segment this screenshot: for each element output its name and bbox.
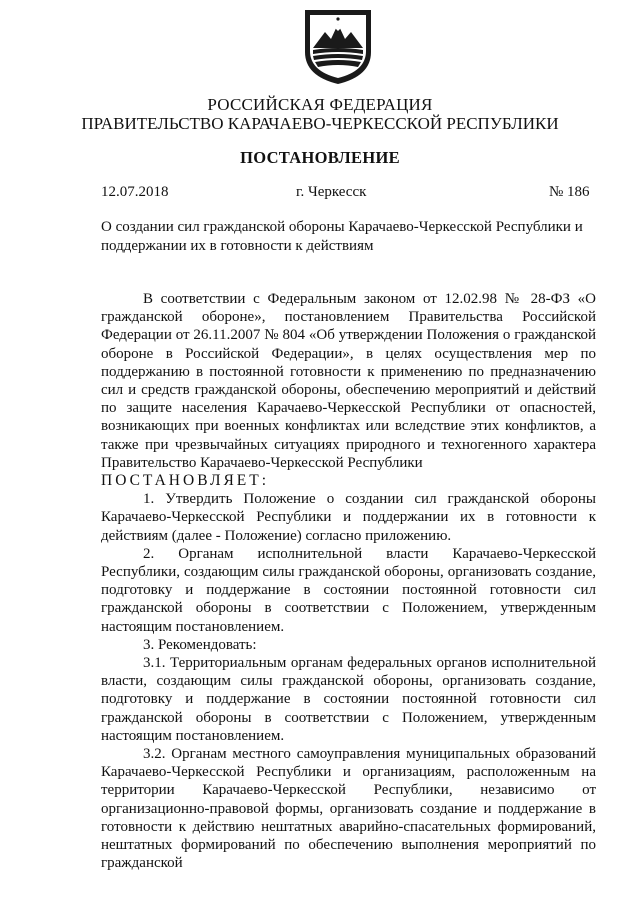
coat-of-arms-icon	[301, 6, 375, 86]
document-type: ПОСТАНОВЛЕНИЕ	[240, 148, 400, 167]
item-3-1: 3.1. Территориальным органам федеральных органов исполнительной власти, создающим силы гражданской обороны, организовать создание, подготовку и поддержание в состоянии постоянной готовности сил гражданской обороны в соответствии с Положением, утвержденным настоящим постановлением.	[101, 655, 596, 744]
country-title: РОССИЙСКАЯ ФЕДЕРАЦИЯ	[207, 95, 433, 114]
government-title: ПРАВИТЕЛЬСТВО КАРАЧАЕВО-ЧЕРКЕССКОЙ РЕСПУБЛИКИ	[81, 114, 559, 133]
item-2: 2. Органам исполнительной власти Карачаево-Черкесской Республики, создающим силы гражданской обороны, организовать создание, подготовку и поддержание в состоянии постоянной готовности сил гражданской обороны в соответствии с Положением, утвержденным настоящим постановлением.	[101, 545, 596, 635]
document-subject: О создании сил гражданской обороны Карачаево-Черкесской Республики и поддержании их в готовности к действиям	[101, 219, 583, 254]
item-1: 1. Утвердить Положение о создании сил гражданской обороны Карачаево-Черкесской Республики и поддержании их в готовности к действиям (далее - Положение) согласно приложению.	[101, 491, 596, 544]
document-number: № 186	[549, 184, 590, 200]
item-3-2: 3.2. Органам местного самоуправления муниципальных образований Карачаево-Черкесской Республики и организациям, расположенным на территории Карачаево-Черкесской Республики, независимо от организационно-правовой формы, организовать создание и поддержание в готовности к действию нештатных аварийно-спасательных формирований, нештатных формирований по обеспечению выполнения мероприятий по гражданской	[101, 746, 596, 872]
decrees-heading: ПОСТАНОВЛЯЕТ:	[101, 472, 270, 490]
document-city: г. Черкесск	[296, 184, 367, 200]
item-3: 3. Рекомендовать:	[143, 636, 257, 653]
document-body	[101, 290, 596, 873]
preamble-paragraph: В соответствии с Федеральным законом от 12.02.98 № 28-ФЗ «О гражданской обороне», постановлением Правительства Российской Федерации от 26.11.2007 № 804 «Об утверждении Положения о гражданской обороне в Российской Федерации», в целях осуществления мер по поддержанию в постоянной готовности к применению по предназначению сил и средств гражданской обороны, обеспечению мероприятий и действий по защите населения Карачаево-Черкесской Республики от опасностей, возникающих при военных конфликтах или вследствие этих конфликтов, а также при чрезвычайных ситуациях природного и техногенного характера Правительство Карачаево-Черкесской Республики	[101, 291, 596, 471]
document-date: 12.07.2018	[101, 184, 169, 200]
